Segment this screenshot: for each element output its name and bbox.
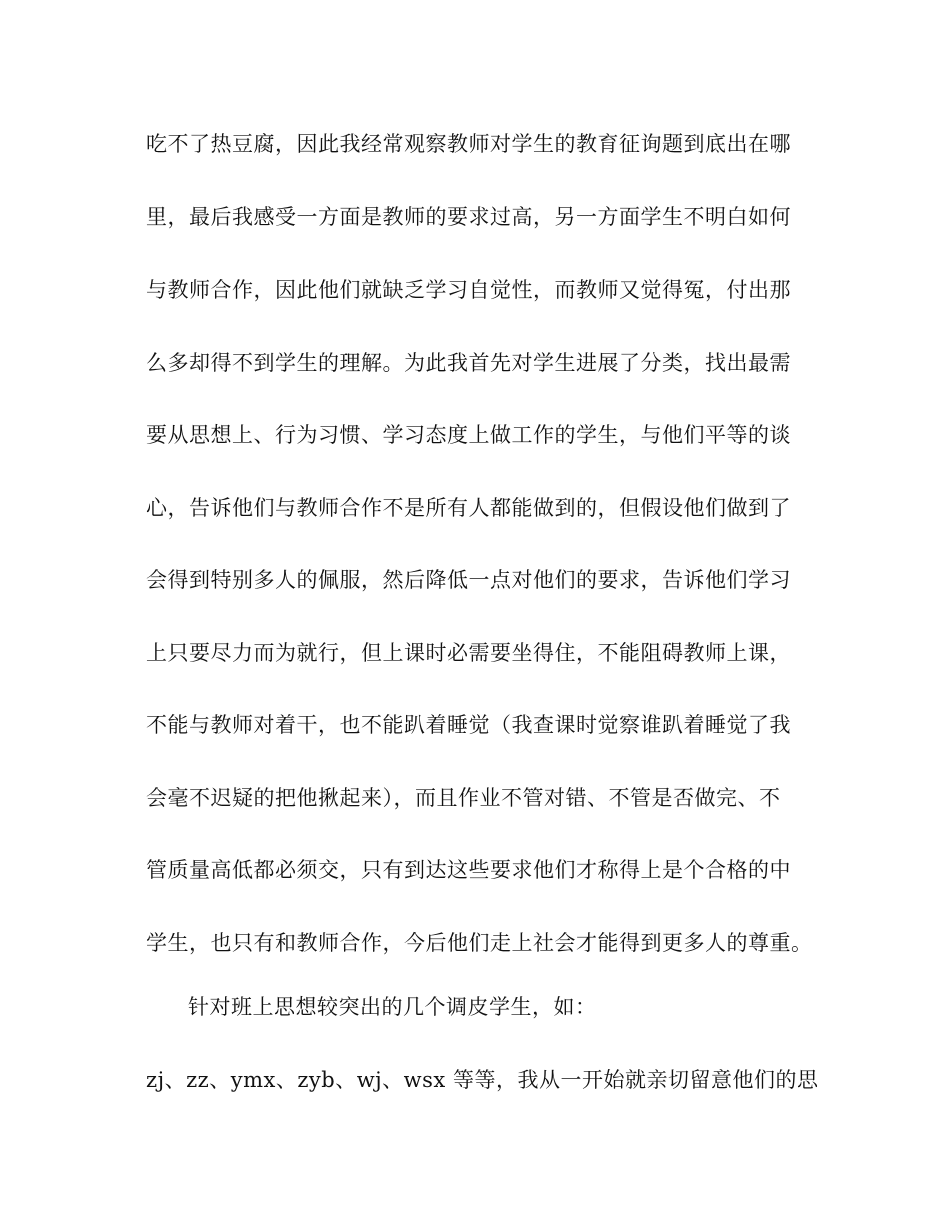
text-line: 学生，也只有和教师合作，今后他们走上社会才能得到更多人的尊重。 [146,931,813,955]
text-line: 会毫不迟疑的把他揪起来），而且作业不管对错、不管是否做完、不 [146,786,781,810]
text-line: 要从思想上、行为习惯、学习态度上做工作的学生，与他们平等的谈 [146,423,791,447]
text-line: 么多却得不到学生的理解。为此我首先对学生进展了分类，找出最需 [146,351,791,375]
text-line: 不能与教师对着干，也不能趴着睡觉（我查课时觉察谁趴着睡觉了我 [146,713,791,737]
text-line: 上只要尽力而为就行，但上课时必需要坐得住，不能阻碍教师上课， [146,641,791,665]
text-line: 管质量高低都必须交，只有到达这些要求他们才称得上是个合格的中 [146,858,791,882]
text-line: 里，最后我感受一方面是教师的要求过高，另一方面学生不明白如何 [146,205,791,229]
text-line: zj、zz、ymx、zyb、wj、wsx 等等，我从一开始就亲切留意他们的思 [146,1068,819,1092]
text-line: 与教师合作，因此他们就缺乏学习自觉性，而教师又觉得冤，付出那 [146,278,791,302]
text-line: 会得到特别多人的佩服，然后降低一点对他们的要求，告诉他们学习 [146,568,791,592]
paragraph-first-line: 针对班上思想较突出的几个调皮学生，如： [188,995,597,1019]
text-line: 吃不了热豆腐，因此我经常观察教师对学生的教育征询题到底出在哪 [146,132,791,156]
text-line: 心，告诉他们与教师合作不是所有人都能做到的，但假设他们做到了 [146,496,791,520]
